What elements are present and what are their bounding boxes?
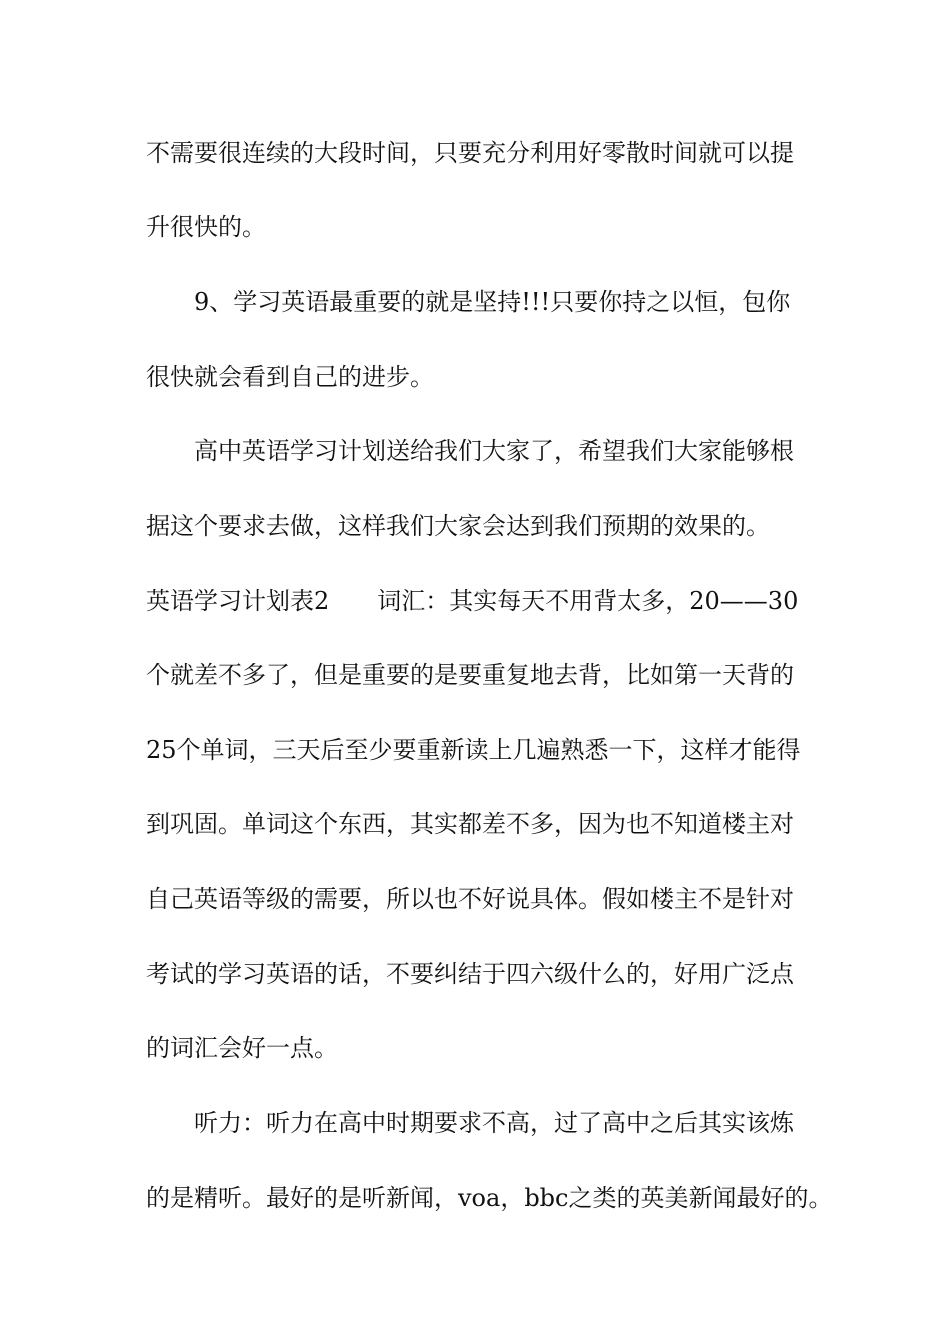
paragraph-line: 高中英语学习计划送给我们大家了，希望我们大家能够根 [194, 437, 794, 465]
text-line: 到巩固。单词这个东西，其实都差不多，因为也不知道楼主对 [146, 810, 794, 838]
text-line: 升很快的。 [146, 213, 266, 241]
text-line: 考试的学习英语的话，不要纠结于四六级什么的，好用广泛点 [146, 960, 794, 988]
text-line: 的词汇会好一点。 [146, 1034, 338, 1062]
paragraph-line: 9、学习英语最重要的就是坚持!!!只要你持之以恒，包你 [194, 288, 791, 316]
text-line: 据这个要求去做，这样我们大家会达到我们预期的效果的。 [146, 512, 770, 540]
text-line: 个就差不多了，但是重要的是要重复地去背，比如第一天背的 [146, 661, 794, 689]
text-line: 很快就会看到自己的进步。 [146, 363, 434, 391]
text-line: 不需要很连续的大段时间，只要充分利用好零散时间就可以提 [146, 139, 794, 167]
text-line: 自己英语等级的需要，所以也不好说具体。假如楼主不是针对 [146, 885, 794, 913]
text-line: 25个单词，三天后至少要重新读上几遍熟悉一下，这样才能得 [146, 736, 801, 764]
paragraph-line: 听力：听力在高中时期要求不高，过了高中之后其实该炼 [194, 1109, 794, 1137]
text-line: 的是精听。最好的是听新闻，voa，bbc之类的英美新闻最好的。 [146, 1184, 833, 1212]
section-heading-line: 英语学习计划表2 词汇：其实每天不用背太多，20——30 [146, 587, 799, 615]
